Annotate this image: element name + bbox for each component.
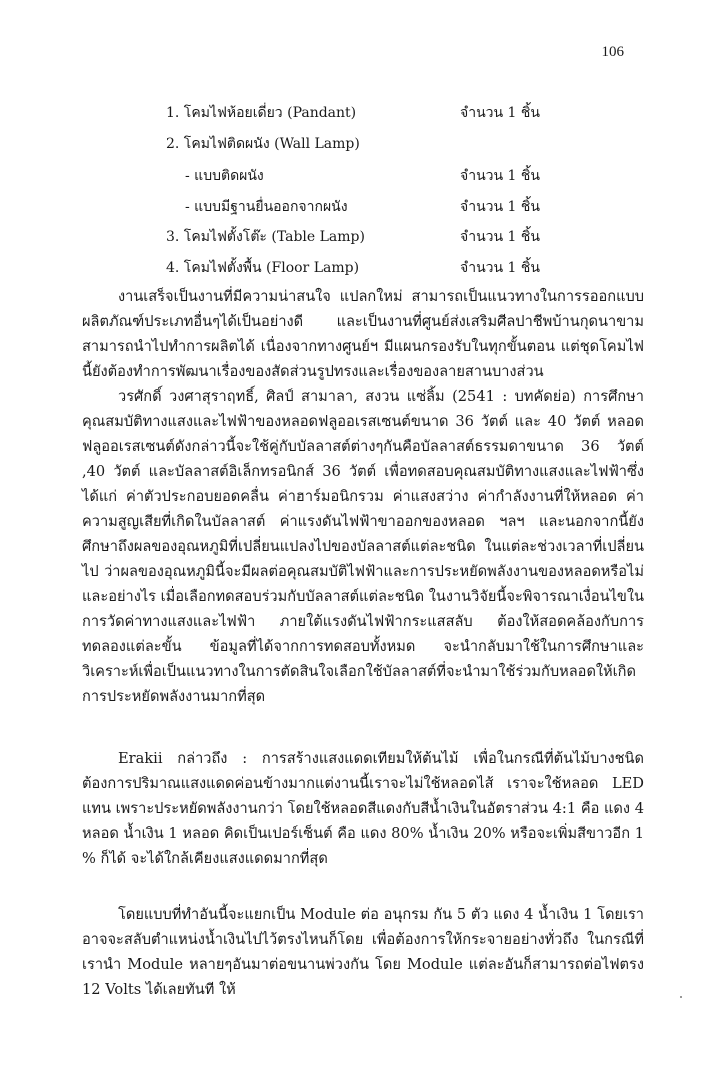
- list-item: [185, 197, 586, 217]
- body-paragraph: โดยแบบที่ทำอันนี้จะแยกเป็น Module ต่อ อนุกรม กัน 5 ตัว แดง 4 น้ำเงิน 1 โดยเราอาจจะสลับตำแหน่งน้ำเงินไปไว้ตรงไหนก็โดย เพื่อต้องการให้กระจายอย่างทั่วถึง ในกรณีที่เรานำ Module หลายๆอันมาต่อขนานพ่วงกัน โดย Module แต่ละอันก็สามารถต่อไฟตรง 12 Volts ได้เลยทันที ให้: [82, 906, 644, 998]
- scan-speck: [680, 996, 682, 998]
- list-item-quantity: จำนวน 1 ชิ้น: [460, 105, 540, 121]
- list-item: [166, 258, 586, 278]
- list-item-label: - แบบมีฐานยื่นออกจากผนัง: [185, 199, 348, 215]
- list-item-label: 1. โคมไฟห้อยเดี่ยว (Pandant): [166, 105, 357, 121]
- list-item-quantity: จำนวน 1 ชิ้น: [460, 199, 540, 215]
- body-paragraph: Erakii กล่าวถึง : การสร้างแสงแดดเทียมให้ต้นไม้ เพื่อในกรณีที่ต้นไม้บางชนิดต้องการปริมาณแสงแดดค่อนข้างมากแต่งานนี้เราจะไม่ใช้หลอดไส้ เราจะใช้หลอด LED แทน เพราะประหยัดพลังงานกว่า โดยใช้หลอดสีแดงกับสีน้ำเงินในอัตราส่วน 4:1 คือ แดง 4 หลอด น้ำเงิน 1 หลอด คิดเป็นเปอร์เซ็นต์ คือ แดง 80% น้ำเงิน 20% หรือจะเพิ่มสีขาวอีก 1 % ก็ได้ จะได้ใกล้เคียงแสงแดดมากที่สุด: [82, 750, 644, 867]
- list-item: [166, 103, 586, 123]
- page-number: 106: [601, 44, 624, 60]
- body-paragraph: วรศักดิ์ วงศาสุราฤทธิ์, ศิลป์ สามาลา, สงวน แซ่ลิ้ม (2541 : บทคัดย่อ) การศึกษาคุณสมบัติทางแสงและไฟฟ้าของหลอดฟลูออเรสเซนต์ขนาด 36 วัตต์ และ 40 วัตต์ หลอดฟลูออเรสเซนต์ดังกล่าวนี้จะใช้คู่กับบัลลาสต์ต่างๆกันคือบัลลาสต์ธรรมดาขนาด 36 วัตต์ ,40 วัตต์ และบัลลาสต์อิเล็กทรอนิกส์ 36 วัตต์ เพื่อทดสอบคุณสมบัติทางแสงและไฟฟ้าซึ่งได้แก่ ค่าตัวประกอบยอดคลื่น ค่าฮาร์มอนิกรวม ค่าแสงสว่าง ค่ากำลังงานที่ให้หลอด ค่าความสูญเสียที่เกิดในบัลลาสต์ ค่าแรงดันไฟฟ้าขาออกของหลอด ฯลฯ และนอกจากนี้ยังศึกษาถึงผลของอุณหภูมิที่เปลี่ยนแปลงไปของบัลลาสต์แต่ละชนิด ในแต่ละช่วงเวลาที่เปลี่ยนไป ว่าผลของอุณหภูมินี้จะมีผลต่อคุณสมบัติไฟฟ้าและการประหยัดพลังงานของหลอดหรือไม่และอย่างไร เมื่อเลือกทดสอบร่วมกับบัลลาสต์แต่ละชนิด ในงานวิจัยนี้จะพิจารณาเงื่อนไขในการวัดค่าทางแสงและไฟฟ้า ภายใต้แรงดันไฟฟ้ากระแสสลับ ต้องให้สอดคล้องกับการทดลองแต่ละขั้น ข้อมูลที่ได้จากการทดสอบทั้งหมด จะนำกลับมาใช้ในการศึกษาและวิเคราะห์เพื่อเป็นแนวทางในการตัดสินใจเลือกใช้บัลลาสต์ที่จะนำมาใช้ร่วมกับหลอดให้เกิดการประหยัดพลังงานมากที่สุด: [82, 388, 644, 705]
- list-item-quantity: จำนวน 1 ชิ้น: [460, 260, 540, 276]
- list-item-label: - แบบติดผนัง: [185, 168, 264, 184]
- list-item-label: 4. โคมไฟตั้งพื้น (Floor Lamp): [166, 260, 360, 276]
- list-item-quantity: จำนวน 1 ชิ้น: [460, 229, 540, 245]
- list-item-quantity: จำนวน 1 ชิ้น: [460, 168, 540, 184]
- body-paragraph: งานเสร็จเป็นงานที่มีความน่าสนใจ แปลกใหม่ สามารถเป็นแนวทางในการรออกแบบผลิตภัณฑ์ประเภทอื่นๆได้เป็นอย่างดี และเป็นงานที่ศูนย์ส่งเสริมศีลปาชีพบ้านกุดนาขามสามารถนำไปทำการผลิตได้ เนื่องจากทางศูนย์ฯ มีแผนกรองรับในทุกขั้นตอน แต่ชุดโคมไฟนี้ยังต้องทำการพัฒนาเรื่องของสัดส่วนรูปทรงและเรื่องของลายสานบางส่วน: [82, 288, 644, 380]
- list-item: [185, 166, 586, 186]
- list-item: [166, 134, 586, 154]
- list-item-label: 2. โคมไฟติดผนัง (Wall Lamp): [166, 136, 360, 152]
- list-item: [166, 227, 586, 247]
- list-item-label: 3. โคมไฟตั้งโต๊ะ (Table Lamp): [166, 229, 365, 245]
